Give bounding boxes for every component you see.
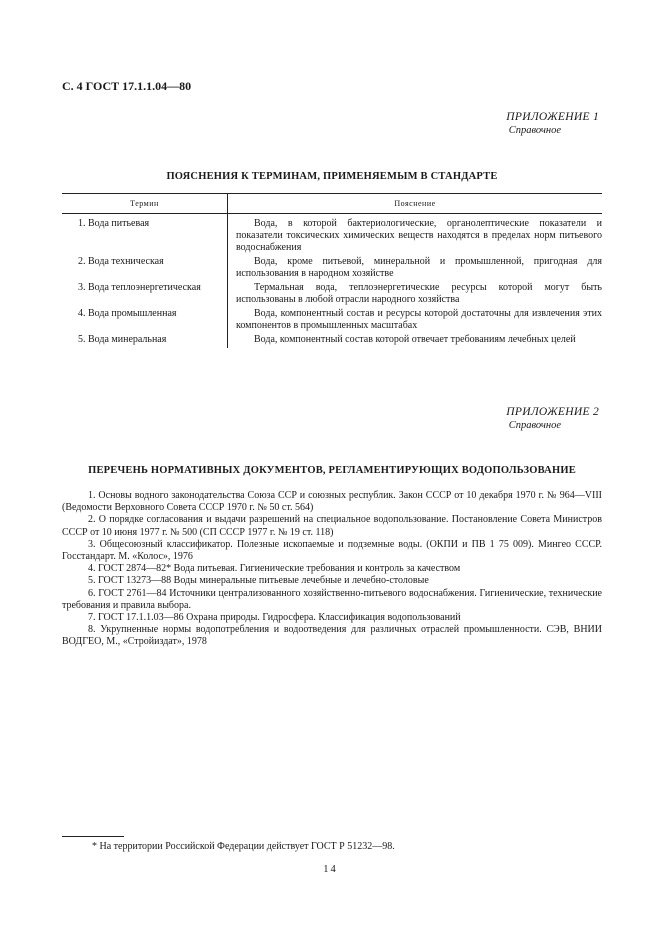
page-number: 14 [323,864,338,875]
appendix-1-label [506,111,599,137]
documents-list [62,490,602,649]
list-item: 8. Укрупненные нормы водопотребления и водоотведения для различных отраслей промышленности. СЭВ, ВНИИ ВОДГЕО, М., «Стройиздат», 1978 [62,624,602,648]
list-item: 4. ГОСТ 2874—82* Вода питьевая. Гигиенические требования и контроль за качеством [88,563,461,575]
term-cell: 2. Вода техническая [62,256,228,282]
table-row [62,256,602,282]
table-header-row [62,194,602,214]
term-cell: 3. Вода теплоэнергетическая [62,282,228,308]
footnote: * На территории Российской Федерации действует ГОСТ Р 51232—98. [92,841,395,852]
column-header-explanation: Пояснение [228,194,603,214]
section-2-title: ПЕРЕЧЕНЬ НОРМАТИВНЫХ ДОКУМЕНТОВ, РЕГЛАМЕНТИРУЮЩИХ ВОДОПОЛЬЗОВАНИЕ [88,465,576,476]
table-row [62,282,602,308]
table-row [62,214,602,257]
explanation-cell: Вода, в которой бактериологические, органолептические показатели и показатели токсических химических веществ находятся в пределах норм питьевого водоснабжения [236,218,602,253]
list-item: 7. ГОСТ 17.1.1.03—86 Охрана природы. Гидросфера. Классификация водопользований [88,612,461,624]
explanation-cell: Вода, компонентный состав и ресурсы которой достаточны для извлечения этих компонентов в промышленных масштабах [236,308,602,331]
appendix-2-subtitle: Справочное [508,420,561,431]
column-header-term: Термин [62,194,228,214]
footnote-divider [62,836,124,837]
explanation-cell: Вода, компонентный состав которой отвечает требованиям лечебных целей [254,334,576,345]
list-item: 6. ГОСТ 2761—84 Источники централизованного хозяйственно-питьевого водоснабжения. Гигиенические, технические требования и правила выбора. [62,587,602,611]
term-cell: 4. Вода промышленная [62,308,228,334]
page-header: С. 4 ГОСТ 17.1.1.04—80 [62,79,192,93]
appendix-1-subtitle: Справочное [508,125,561,136]
term-cell: 5. Вода минеральная [62,334,228,348]
explanation-cell: Термальная вода, теплоэнергетические ресурсы которой могут быть использованы в любой отрасли народного хозяйства [236,282,602,305]
explanation-cell: Вода, кроме питьевой, минеральной и промышленной, пригодная для использования в народном хозяйстве [236,256,602,279]
section-1-title: ПОЯСНЕНИЯ К ТЕРМИНАМ, ПРИМЕНЯЕМЫМ В СТАНДАРТЕ [166,171,498,182]
list-item: 5. ГОСТ 13273—88 Воды минеральные питьевые лечебные и лечебно-столовые [88,575,429,587]
table-row [62,334,602,348]
appendix-1-title: ПРИЛОЖЕНИЕ 1 [506,111,599,123]
appendix-2-title: ПРИЛОЖЕНИЕ 2 [506,406,599,418]
terms-table [62,193,602,348]
term-cell: 1. Вода питьевая [62,214,228,257]
list-item: 3. Общесоюзный классификатор. Полезные ископаемые и подземные воды. (ОКПИ и ПВ 1 75 009). Мингео СССР. Госстандарт. М. «Колос», 1976 [62,538,602,563]
list-item: 1. Основы водного законодательства Союза ССР и союзных республик. Закон СССР от 10 декабря 1970 г. № 964—VIII (Ведомости Верховного Совета СССР 1970 г. № 50 ст. 564) [62,490,602,514]
table-row [62,308,602,334]
list-item: 2. О порядке согласования и выдачи разрешений на специальное водопользование. Постановление Совета Министров СССР от 10 июня 1977 г. № 500 (СП СССР 1977 г. № 19 ст. 118) [62,514,602,538]
appendix-2-label [506,406,599,432]
